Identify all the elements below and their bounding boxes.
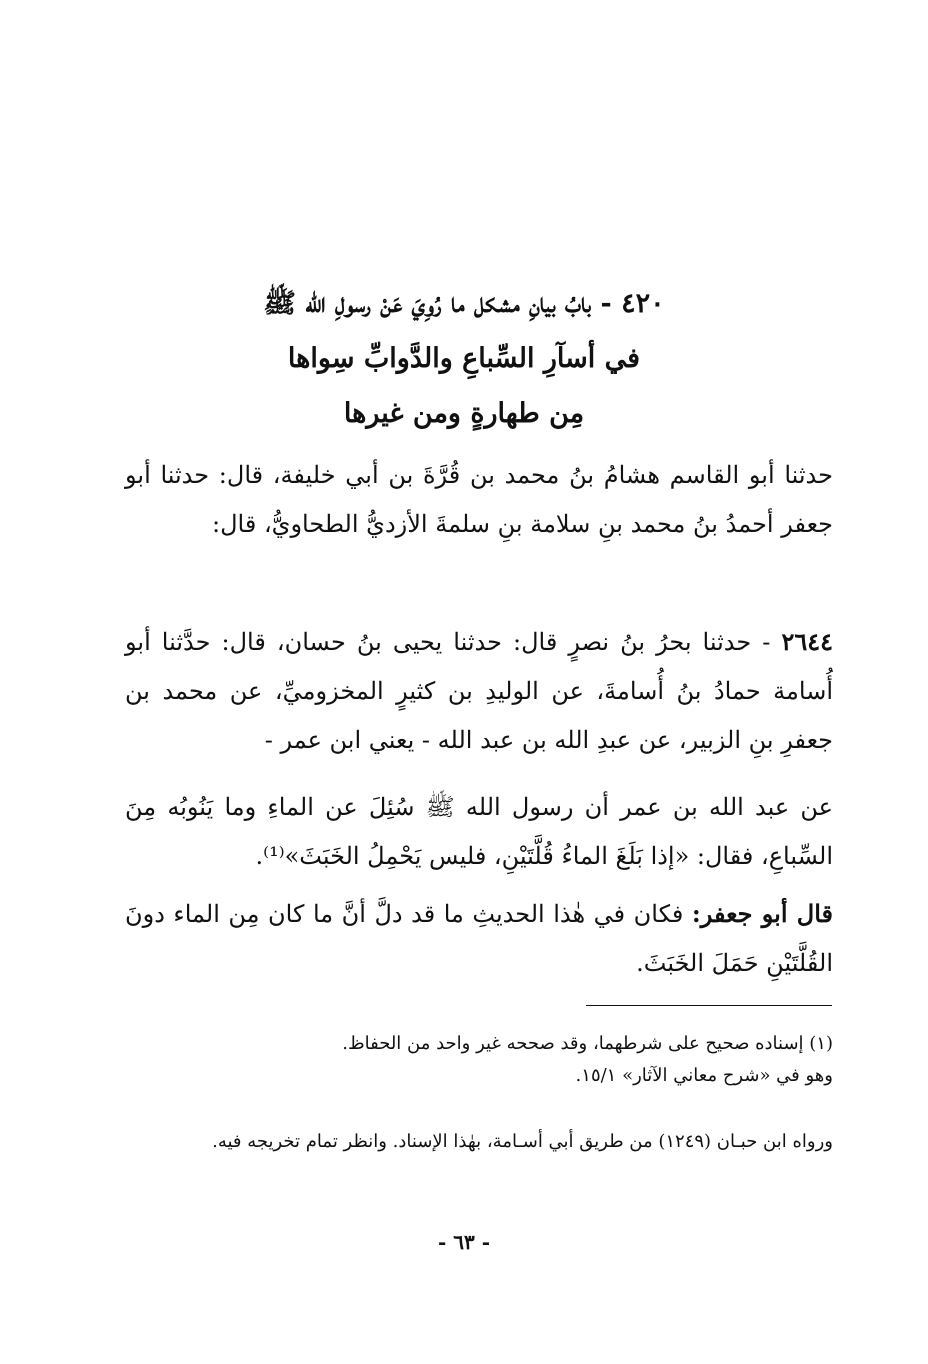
commentary-text: فكان في هٰذا الحديثِ ما قد دلَّ أنَّ ما كان مِن الماء دونَ القُلَّتَيْنِ حَمَلَ الخَبَثَ. bbox=[125, 900, 833, 977]
chapter-heading-line-3: مِن طهارةٍ ومن غيرها bbox=[343, 398, 585, 429]
footnote-divider bbox=[586, 1005, 832, 1006]
chapter-heading-line-1: ٤٢٠ - بابُ بيانِ مشكل ما رُوِيَ عَنْ رسولِ الله ﷺ bbox=[263, 288, 665, 319]
footnote-line-1: (١) إسناده صحيح على شرطهما، وقد صححه غير واحد من الحفاظ. bbox=[342, 1033, 833, 1054]
hadith-chain-text: - حدثنا بحرُ بنُ نصرٍ قال: حدثنا يحيى بنُ حسان، قال: حدَّثنا أبو أُسامة حمادُ بنُ أُسامةَ، عن الوليدِ بن كثيرٍ المخزوميِّ، عن محمد بن جعفرِ بنِ الزبير، عن عبدِ الله بن عبد الله - يعني ابن عمر - bbox=[125, 628, 833, 754]
isnad-paragraph: حدثنا أبو القاسم هشامُ بنُ محمد بن قُرَّةَ بن أبي خليفة، قال: حدثنا أبو جعفر أحمدُ بنُ محمد بنِ سلامة بنِ سلمةَ الأزديُّ الطحاويُّ، قال: bbox=[125, 461, 833, 538]
hadith-chain-paragraph bbox=[125, 617, 873, 765]
hadith-number: ٢٦٤٤ bbox=[781, 627, 833, 656]
commentary-paragraph bbox=[125, 889, 873, 988]
hadith-matn-paragraph: عن عبد الله بن عمر أن رسول الله ﷺ سُئِلَ عن الماءِ وما يَنُوبُه مِنَ السِّباعِ، فقال: «إذا بَلَغَ الماءُ قُلَّتَيْنِ، فليس يَحْمِلُ الخَبَثَ»⁽¹⁾. bbox=[125, 793, 833, 870]
footnote-block-1 bbox=[125, 1028, 873, 1092]
footnote-line-3: ورواه ابن حبـان (١٢٤٩) من طريق أبي أسـامة، بهٰذا الإسناد. وانظر تمام تخريجه فيه. bbox=[212, 1131, 833, 1152]
footnote-line-2: وهو في «شرح معاني الآثار» ١٥/١. bbox=[575, 1065, 833, 1086]
chapter-heading-line-2: في أسآرِ السِّباعِ والدَّوابِّ سِواها bbox=[287, 343, 641, 374]
page-number: - ٦٣ - bbox=[437, 1230, 490, 1254]
commentary-speaker: قال أبو جعفر: bbox=[691, 899, 833, 928]
